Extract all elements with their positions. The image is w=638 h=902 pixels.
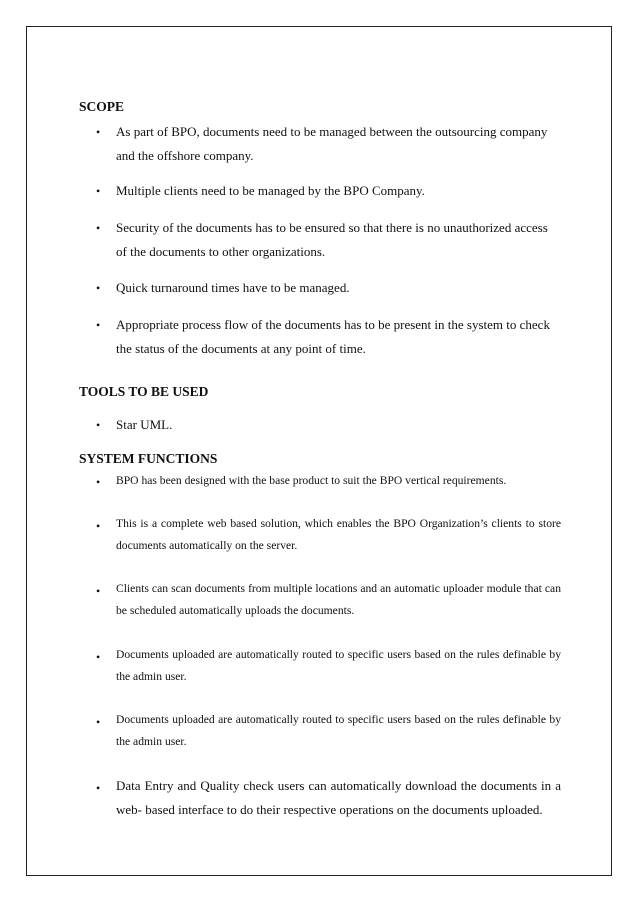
- scope-item-1: As part of BPO, documents need to be managed between the outsourcing company and the offshore company.: [116, 124, 548, 163]
- bullet-icon: •: [96, 650, 101, 664]
- heading-system-functions: SYSTEM FUNCTIONS: [79, 451, 218, 466]
- bullet-icon: •: [96, 418, 101, 432]
- bullet-icon: •: [96, 221, 101, 235]
- function-item-3: Clients can scan documents from multiple locations and an automatic uploader module that can be scheduled automatically uploads the documents.: [116, 582, 561, 617]
- function-item-1: BPO has been designed with the base product to suit the BPO vertical requirements.: [116, 474, 507, 487]
- scope-item-4: Quick turnaround times have to be managed.: [116, 280, 350, 295]
- bullet-icon: •: [96, 781, 101, 795]
- bullet-icon: •: [96, 519, 101, 533]
- function-item-6: Data Entry and Quality check users can automatically download the documents in a web- based interface to do their respective operations on the documents uploaded.: [116, 778, 561, 817]
- scope-item-5: Appropriate process flow of the documents has to be present in the system to check the status of the documents at any point of time.: [116, 317, 550, 356]
- scope-item-2: Multiple clients need to be managed by the BPO Company.: [116, 183, 425, 198]
- tools-item-1: Star UML.: [116, 417, 173, 432]
- heading-tools: TOOLS TO BE USED: [79, 384, 209, 399]
- bullet-icon: •: [96, 584, 101, 598]
- heading-scope: SCOPE: [79, 99, 125, 114]
- bullet-icon: •: [96, 318, 101, 332]
- bullet-icon: •: [96, 281, 101, 295]
- function-item-5: Documents uploaded are automatically routed to specific users based on the rules definable by the admin user.: [116, 713, 561, 748]
- function-item-2: This is a complete web based solution, which enables the BPO Organization’s clients to store documents automatically on the server.: [116, 517, 561, 552]
- function-item-4: Documents uploaded are automatically routed to specific users based on the rules definable by the admin user.: [116, 648, 561, 683]
- scope-item-3: Security of the documents has to be ensured so that there is no unauthorized access of the documents to other organizations.: [116, 220, 548, 259]
- bullet-icon: •: [96, 475, 101, 489]
- bullet-icon: •: [96, 184, 101, 198]
- bullet-icon: •: [96, 715, 101, 729]
- bullet-icon: •: [96, 125, 101, 139]
